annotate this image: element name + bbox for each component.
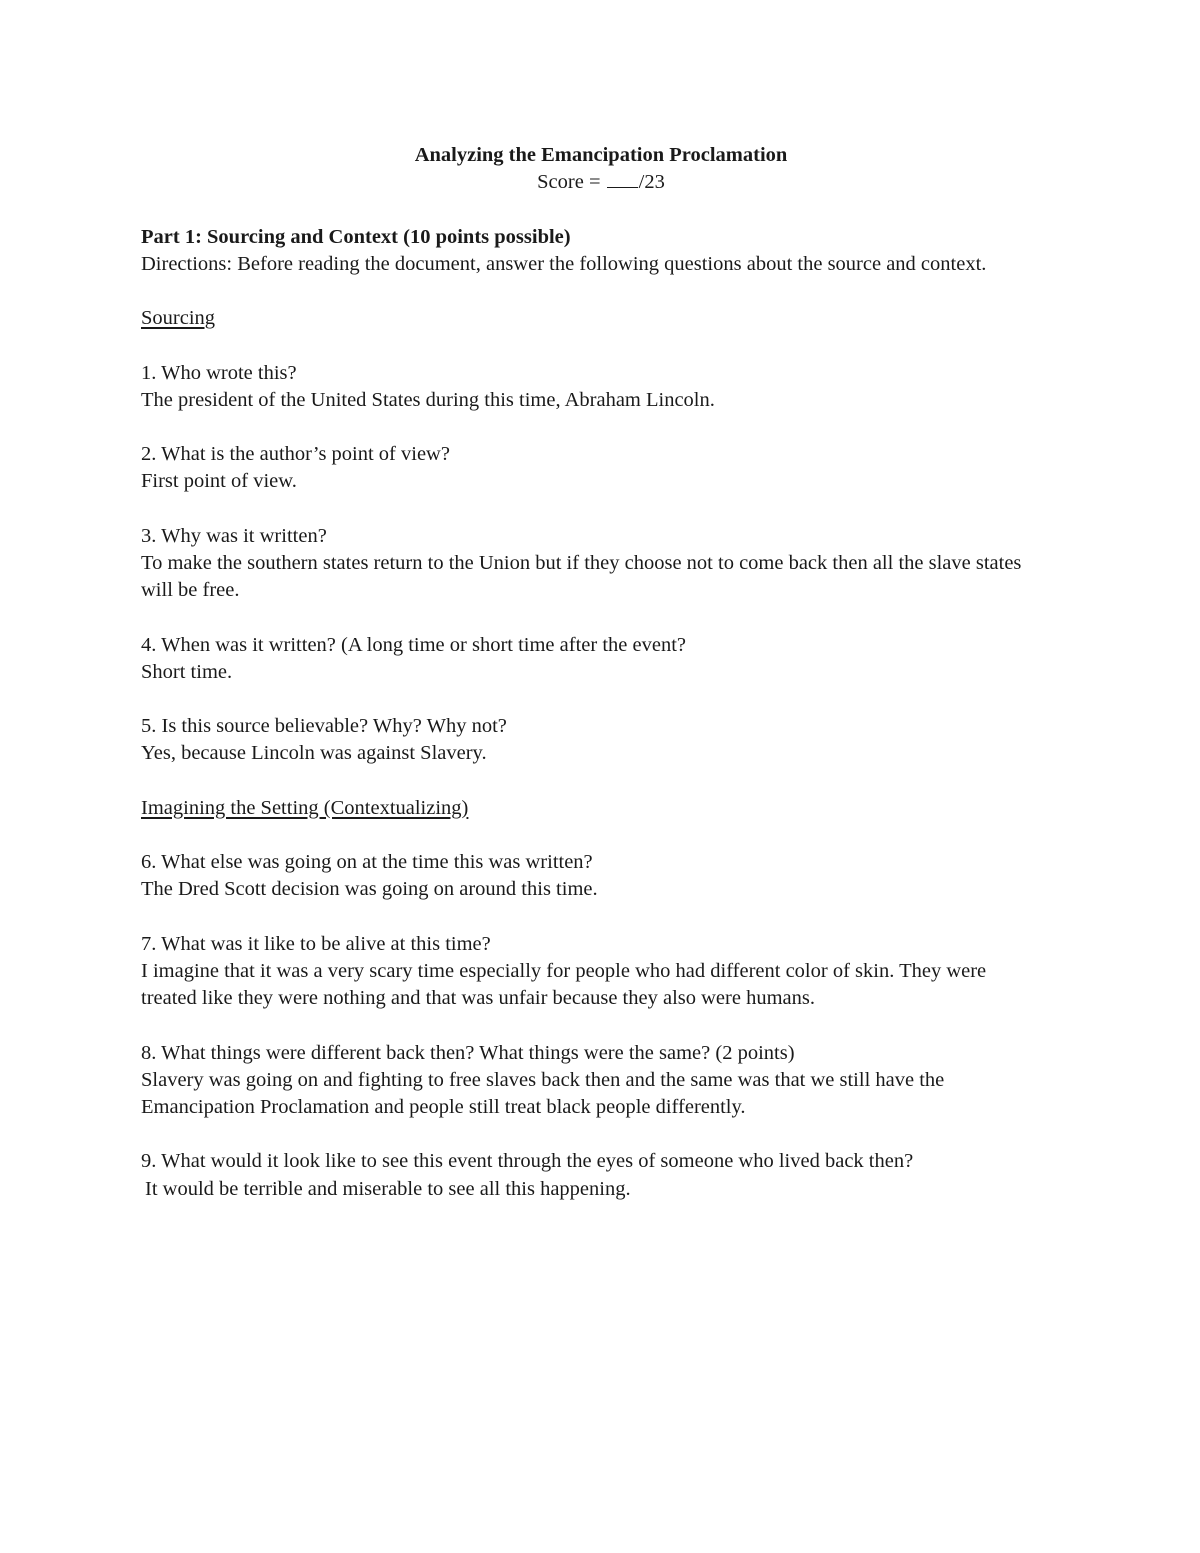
question-item (141, 523, 1061, 605)
score-line (141, 169, 1061, 196)
answer-text: It would be terrible and miserable to see all this happening. (145, 1177, 631, 1200)
question-item (141, 1148, 1061, 1202)
answer-text: The Dred Scott decision was going on around this time. (141, 878, 598, 901)
answer-text: Slavery was going on and fighting to free slaves back then and the same was that we still have the Emancipation Proclamation and people still treat black people differently. (141, 1068, 945, 1118)
question-item (141, 632, 1061, 686)
question-text: 5. Is this source believable? Why? Why not? (141, 715, 507, 738)
question-text: 6. What else was going on at the time this was written? (141, 851, 593, 874)
answer-text: The president of the United States during this time, Abraham Lincoln. (141, 388, 715, 411)
question-text: 2. What is the author’s point of view? (141, 443, 450, 466)
answer-text: First point of view. (141, 470, 297, 493)
question-text: 3. Why was it written? (141, 524, 327, 547)
question-text: 8. What things were different back then? What things were the same? (2 points) (141, 1041, 795, 1064)
document-title: Analyzing the Emancipation Proclamation (414, 144, 788, 166)
question-text: 4. When was it written? (A long time or short time after the event? (141, 633, 686, 656)
answer-text: I imagine that it was a very scary time especially for people who had different color of skin. They were treated like they were nothing and that was unfair because they also were humans. (141, 959, 987, 1010)
answer-text: Short time. (141, 660, 233, 683)
question-text: 9. What would it look like to see this event through the eyes of someone who lived back then? (141, 1150, 914, 1173)
question-item (141, 441, 1061, 495)
document-page (141, 142, 1061, 1203)
section-heading-sourcing: Sourcing (141, 307, 216, 330)
question-item (141, 1040, 1061, 1122)
answer-text: To make the southern states return to the Union but if they choose not to come back then all the slave states will be free. (141, 551, 1022, 602)
question-text: 1. Who wrote this? (141, 361, 297, 384)
question-text: 7. What was it like to be alive at this time? (141, 932, 491, 955)
score-prefix: Score = (537, 171, 601, 194)
question-item (141, 713, 1061, 767)
question-item (141, 849, 1061, 903)
question-item (141, 360, 1061, 414)
question-item (141, 931, 1061, 1013)
part1-heading: Part 1: Sourcing and Context (10 points possible) (141, 225, 571, 248)
section-heading-contextualizing: Imagining the Setting (Contextualizing) (141, 796, 469, 819)
answer-text: Yes, because Lincoln was against Slavery. (141, 742, 487, 765)
part1-directions: Directions: Before reading the document, answer the following questions about the source and context. (141, 252, 987, 275)
score-blank (607, 169, 638, 188)
score-suffix: /23 (638, 171, 665, 194)
